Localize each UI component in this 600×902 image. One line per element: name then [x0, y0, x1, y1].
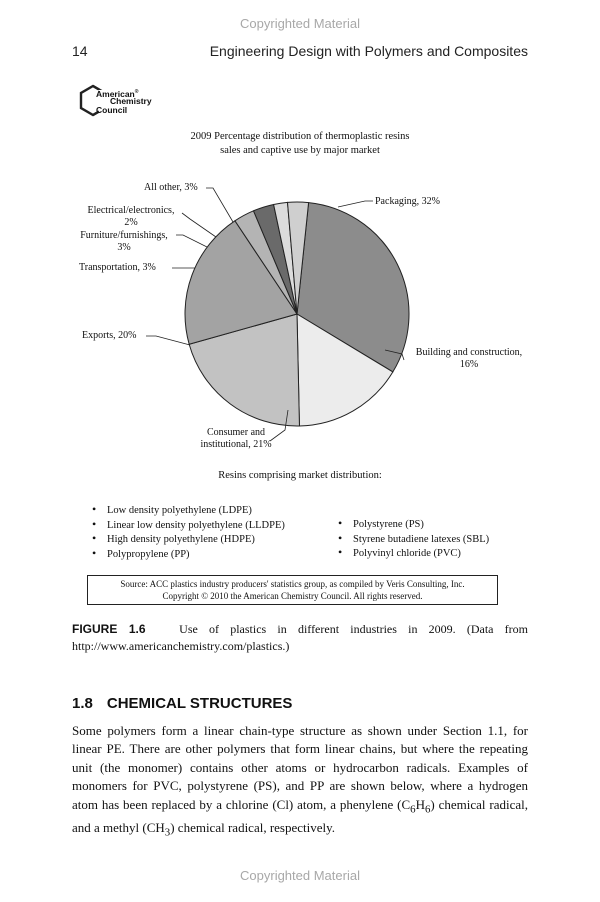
book-title: Engineering Design with Polymers and Composites: [209, 43, 528, 59]
para-part4: ) chemical radical, respectively.: [170, 819, 336, 835]
legend-item: • High density polyethylene (HDPE): [92, 532, 285, 547]
leader-furniture: [176, 235, 207, 247]
label-packaging: Packaging, 32%: [375, 196, 440, 207]
leader-exports: [146, 336, 190, 345]
para-sub1: 6: [410, 803, 416, 816]
logo-line1: American: [96, 88, 135, 99]
para-part1: Some polymers form a linear chain-type structure as shown under Section 1.1, for linear PE. There are other polymers that form linear chains, but where the repeating unit (the monomer) contains other atoms or hydrocarbon radicals. Examples of monomers for PVC, polystyrene (PS), and PP are shown below, where a hydrogen atom has been replaced by a chlorine (Cl) atom, a phenylene (C: [72, 723, 528, 812]
leader-electrical: [182, 213, 216, 237]
label-consumer-line1: Consumer and: [206, 427, 266, 438]
label-furniture: [72, 230, 176, 254]
leader-packaging: [338, 201, 373, 207]
legend-item: • Polystyrene (PS): [338, 517, 489, 532]
leader-allother: [206, 188, 233, 222]
logo-reg-mark: ®: [134, 89, 139, 95]
section-heading: [72, 695, 292, 712]
logo-line2: Chemistry: [110, 96, 152, 106]
chart-title-line1: 2009 Percentage distribution of thermoplastic resins: [190, 131, 410, 142]
figure-caption: [72, 621, 528, 655]
logo-line3: Council: [96, 105, 128, 115]
figure-caption-text: Use of plastics in different industries in 2009. (Data from http://www.americanchemistry.com/plastics.): [72, 622, 529, 653]
para-sub2: 6: [424, 803, 431, 816]
label-electrical: [80, 205, 182, 229]
source-box: [87, 575, 498, 605]
label-furniture-line1: Furniture/furnishings,: [80, 230, 168, 241]
source-line2: Copyright © 2010 the American Chemistry Council. All rights reserved.: [162, 591, 423, 601]
watermark-bottom: Copyrighted Material: [240, 868, 360, 883]
label-consumer-line2: institutional, 21%: [200, 439, 272, 450]
legend-item: • Linear low density polyethylene (LLDPE): [92, 518, 285, 533]
label-building-line1: Building and construction,: [415, 347, 523, 358]
figure-label: FIGURE 1.6: [72, 622, 146, 636]
section-title: CHEMICAL STRUCTURES: [106, 695, 293, 712]
source-line1: Source: ACC plastics industry producers' statistics group, as compiled by Veris Consulting, Inc.: [120, 579, 465, 589]
legend-item: • Polypropylene (PP): [92, 547, 285, 562]
label-all-other: All other, 3%: [144, 182, 198, 193]
legend-item: • Styrene butadiene latexes (SBL): [338, 532, 489, 547]
section-number: 1.8: [72, 695, 93, 712]
legend-title: Resins comprising market distribution:: [218, 470, 382, 481]
para-part3: ) chemical radical, and a methyl (CH: [72, 796, 528, 835]
para-part2: H: [415, 796, 425, 812]
legend-left-list: [92, 503, 285, 561]
label-electrical-line2: 2%: [124, 217, 138, 228]
label-consumer: [186, 427, 286, 451]
label-exports: Exports, 20%: [82, 330, 137, 341]
para-sub3: 3: [164, 826, 171, 839]
label-furniture-line2: 3%: [117, 242, 131, 253]
label-transportation: Transportation, 3%: [79, 262, 156, 273]
body-paragraph: [72, 722, 528, 842]
label-building: [404, 347, 534, 371]
page-number: 14: [72, 43, 88, 59]
label-building-line2: 16%: [459, 359, 479, 370]
chart-title-line2: sales and captive use by major market: [220, 145, 380, 156]
watermark-top: Copyrighted Material: [240, 16, 360, 31]
legend-item: • Polyvinyl chloride (PVC): [338, 546, 489, 561]
label-electrical-line1: Electrical/electronics,: [87, 205, 175, 216]
legend-right-list: [338, 517, 489, 561]
legend-item: • Low density polyethylene (LDPE): [92, 503, 285, 518]
